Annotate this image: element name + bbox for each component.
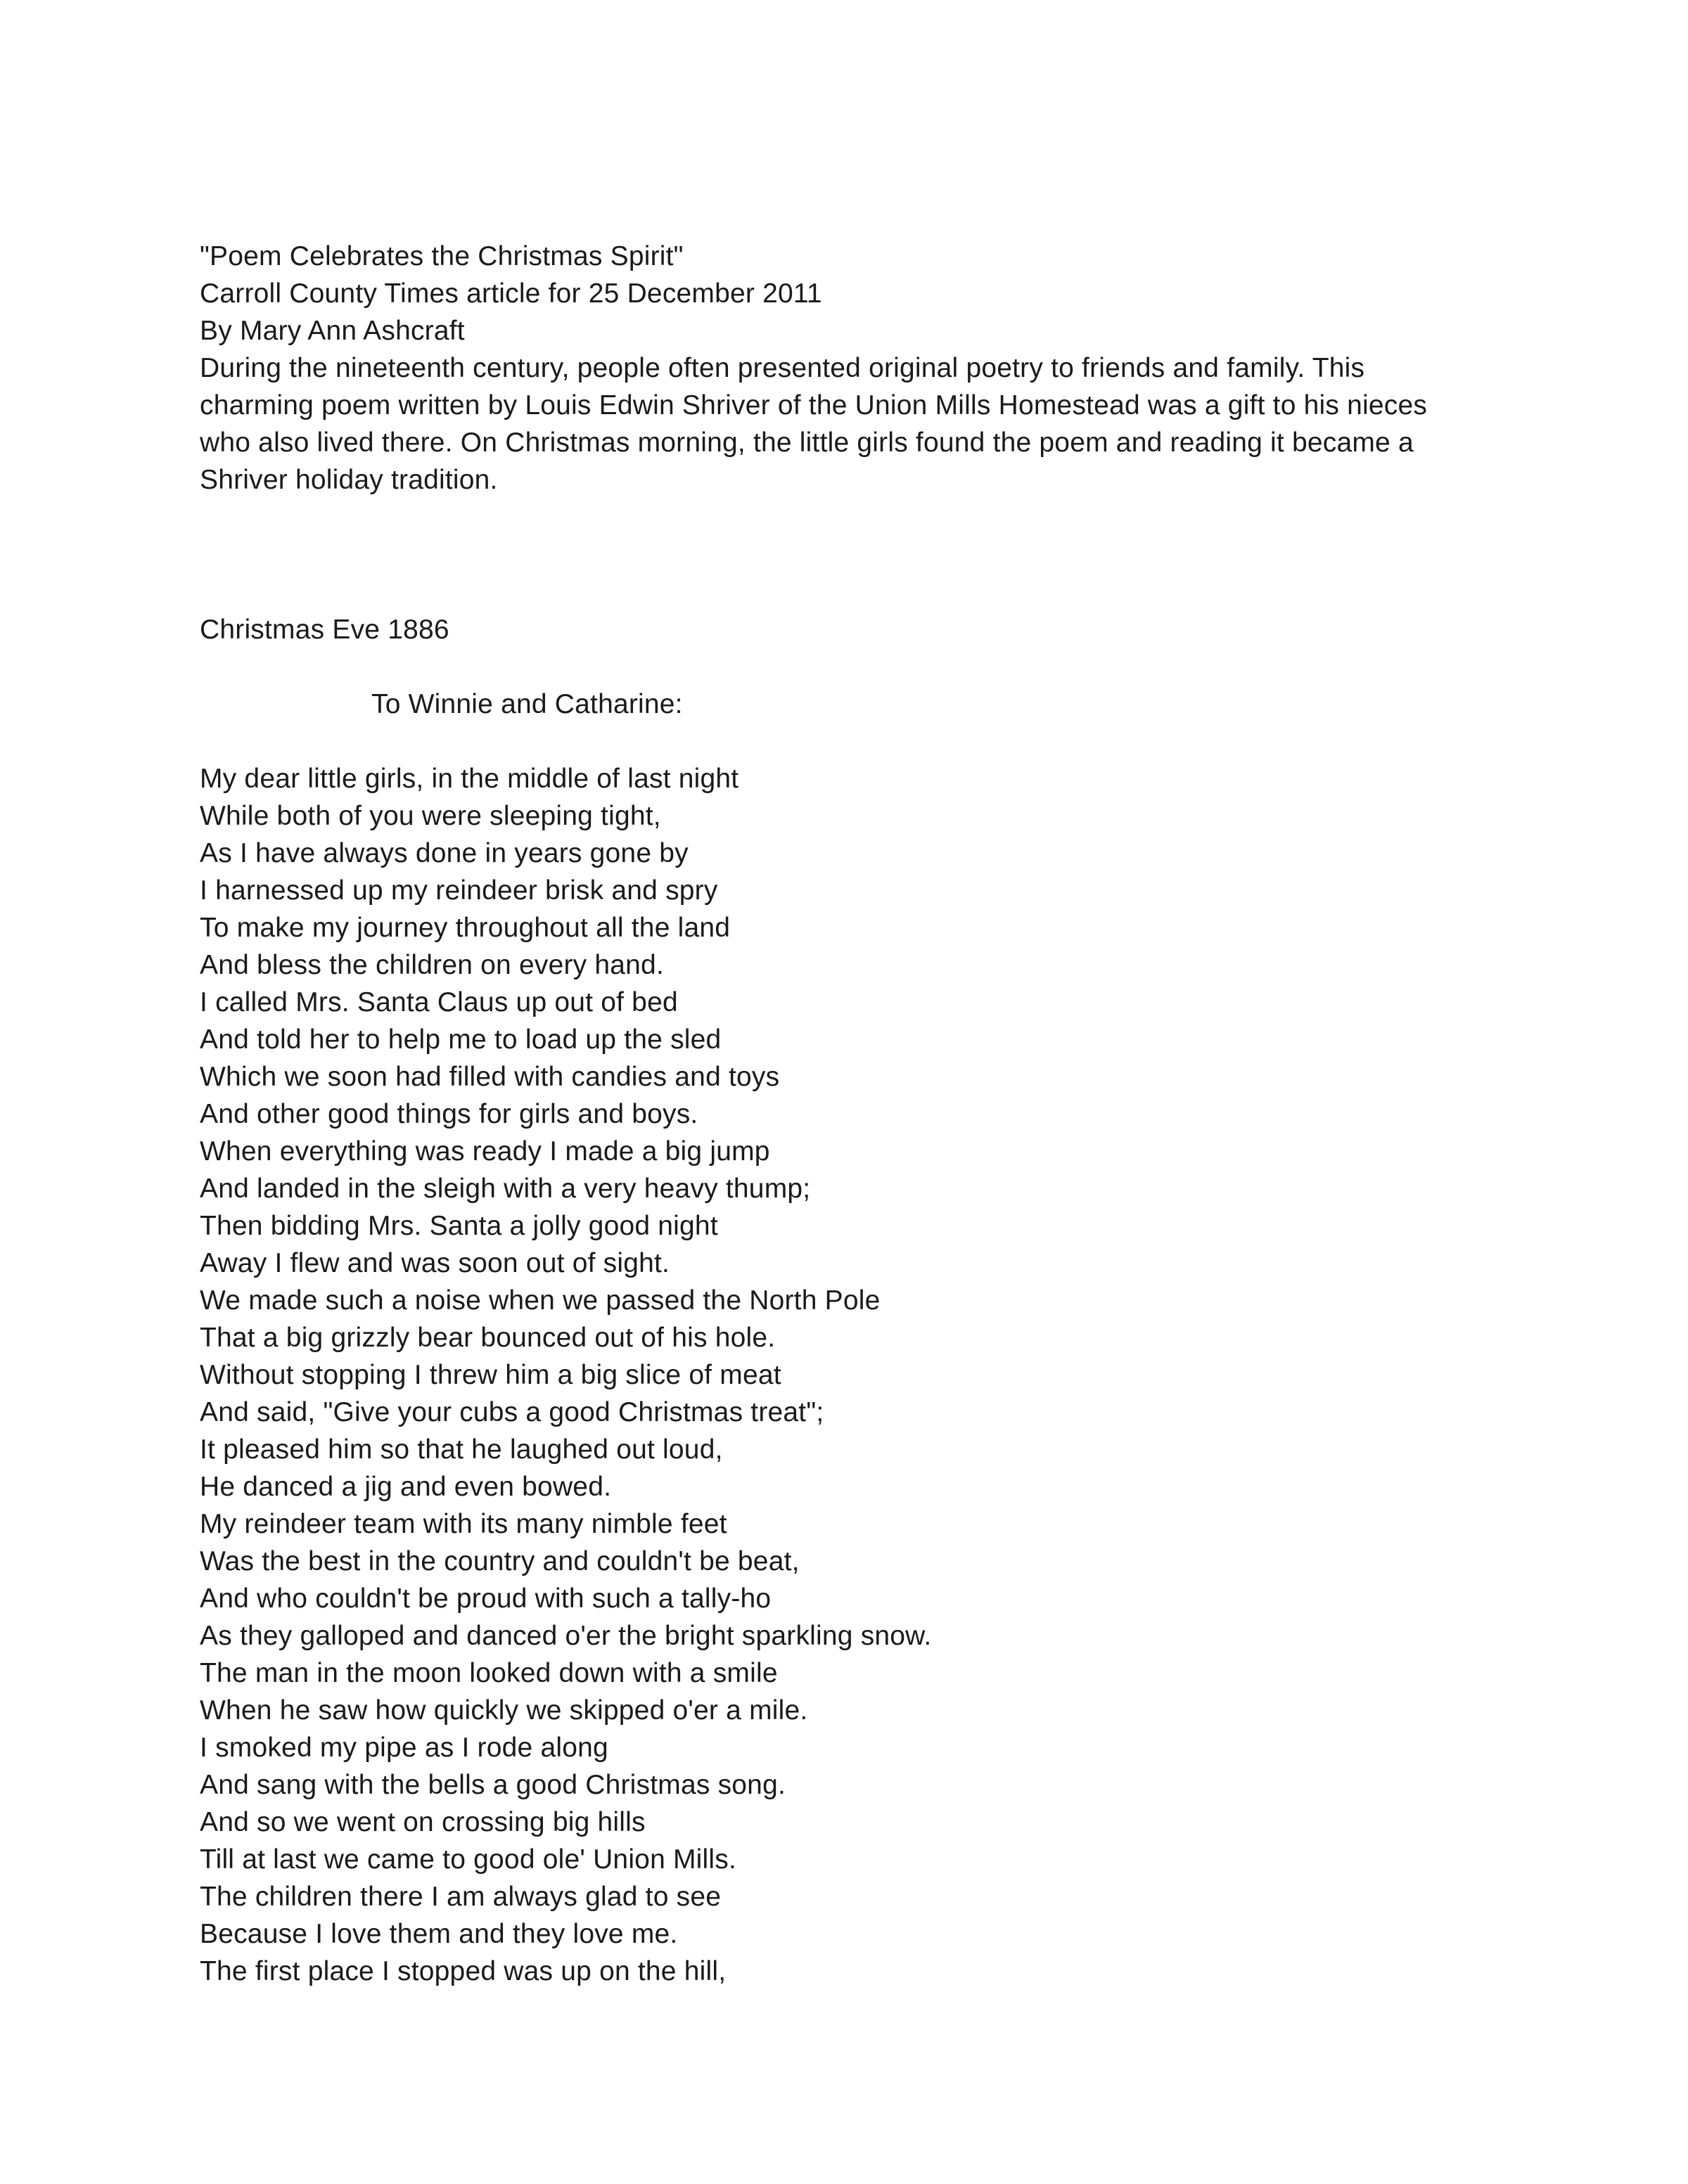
poem-line: Because I love them and they love me. [200, 1919, 678, 1949]
poem-date-block [200, 611, 1508, 648]
poem-line: I smoked my pipe as I rode along [200, 1733, 608, 1763]
article-intro [200, 349, 1508, 499]
poem-line: The man in the moon looked down with a smile [200, 1658, 778, 1688]
article-header [200, 238, 1508, 349]
poem-line: And who couldn't be proud with such a tally-ho [200, 1584, 772, 1614]
poem-line: And bless the children on every hand. [200, 950, 664, 980]
poem-line: And sang with the bells a good Christmas song. [200, 1770, 786, 1800]
poem-line: As I have always done in years gone by [200, 838, 689, 868]
poem-salutation: To Winnie and Catharine: [371, 689, 683, 719]
intro-line: During the nineteenth century, people often presented original poetry to friends and family. This [200, 353, 1365, 383]
poem-line: The children there I am always glad to see [200, 1882, 722, 1912]
poem-body [200, 760, 1508, 1990]
poem-line: While both of you were sleeping tight, [200, 801, 661, 831]
poem-line: When he saw how quickly we skipped o'er a mile. [200, 1695, 808, 1726]
poem-line: And other good things for girls and boys. [200, 1099, 698, 1129]
poem-line: He danced a jig and even bowed. [200, 1472, 612, 1502]
poem-line: When everything was ready I made a big jump [200, 1136, 770, 1167]
poem-line: The first place I stopped was up on the hill, [200, 1956, 727, 1986]
poem-line: It pleased him so that he laughed out loud, [200, 1434, 723, 1465]
poem-line: My dear little girls, in the middle of last night [200, 764, 739, 794]
poem-line: We made such a noise when we passed the North Pole [200, 1285, 881, 1316]
article-source: Carroll County Times article for 25 December 2011 [200, 278, 822, 309]
poem-line: And said, "Give your cubs a good Christmas treat"; [200, 1397, 824, 1427]
poem-line: I called Mrs. Santa Claus up out of bed [200, 987, 678, 1017]
poem-line: Away I flew and was soon out of sight. [200, 1248, 670, 1278]
poem-line: Which we soon had filled with candies and toys [200, 1062, 780, 1092]
poem-line: And so we went on crossing big hills [200, 1807, 646, 1837]
poem-line: And landed in the sleigh with a very heavy thump; [200, 1174, 811, 1204]
intro-line: charming poem written by Louis Edwin Shriver of the Union Mills Homestead was a gift to his nieces [200, 390, 1428, 420]
poem-line: Then bidding Mrs. Santa a jolly good night [200, 1211, 718, 1241]
poem-line: That a big grizzly bear bounced out of his hole. [200, 1323, 776, 1353]
article-title: "Poem Celebrates the Christmas Spirit" [200, 241, 684, 271]
poem-date: Christmas Eve 1886 [200, 615, 449, 645]
poem-line: I harnessed up my reindeer brisk and spry [200, 875, 718, 906]
poem-line: And told her to help me to load up the sled [200, 1024, 722, 1055]
poem-line: My reindeer team with its many nimble feet [200, 1509, 727, 1539]
intro-line: who also lived there. On Christmas morning, the little girls found the poem and reading it became a [200, 428, 1414, 458]
intro-line: Shriver holiday tradition. [200, 465, 498, 495]
poem-line: Was the best in the country and couldn't be beat, [200, 1546, 800, 1576]
poem-salutation-block [371, 686, 1680, 723]
article-byline: By Mary Ann Ashcraft [200, 316, 465, 346]
poem-line: Till at last we came to good ole' Union Mills. [200, 1844, 737, 1875]
poem-line: To make my journey throughout all the land [200, 913, 731, 943]
poem-line: As they galloped and danced o'er the bright sparkling snow. [200, 1621, 932, 1651]
poem-line: Without stopping I threw him a big slice of meat [200, 1360, 781, 1390]
